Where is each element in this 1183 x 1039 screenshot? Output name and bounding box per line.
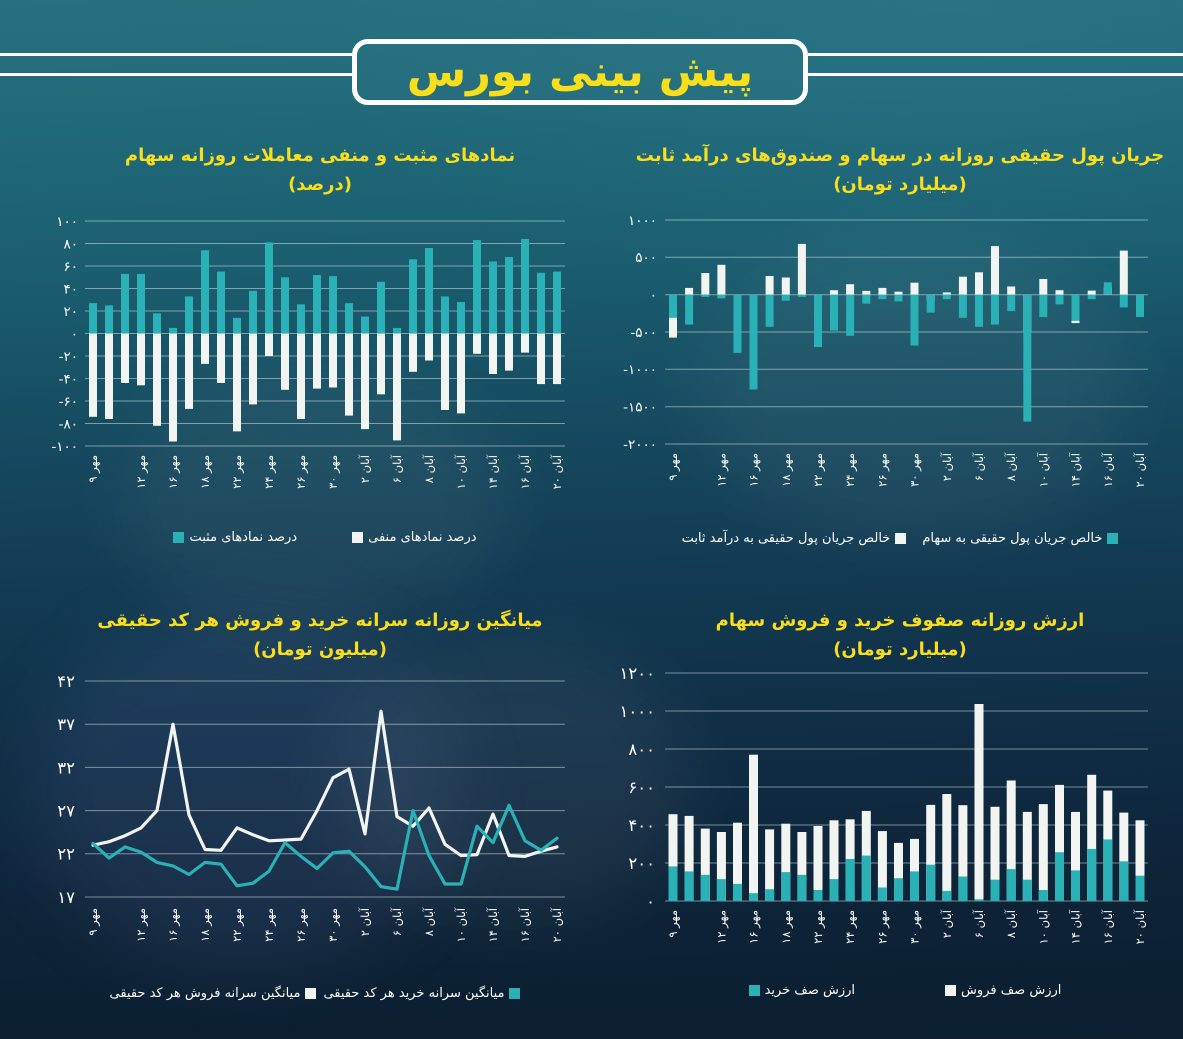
x-axis-labels xyxy=(666,909,1147,944)
x-tick-label: ۱۰ آبان xyxy=(454,455,468,490)
y-tick-label: ۶۰۰ xyxy=(628,777,655,797)
x-tick-label: ۱۴ آبان xyxy=(1068,910,1083,945)
x-tick-label: ۶ آبان xyxy=(972,453,986,482)
x-tick-label: ۱۶ مهر xyxy=(746,453,761,487)
x-tick-label: ۸ آبان xyxy=(422,908,436,937)
x-tick-label: ۲۲ مهر xyxy=(811,453,825,487)
x-tick-label: ۱۶ مهر xyxy=(166,908,180,942)
x-tick-label: ۶ آبان xyxy=(390,455,404,484)
x-tick-label: ۲۰ آبان xyxy=(550,455,564,490)
legend-item xyxy=(173,530,297,545)
legend-label: درصد نمادهای مثبت xyxy=(189,530,298,545)
chart-title-line1: ارزش روزانه صفوف خرید و فروش سهام xyxy=(715,610,1085,631)
x-tick-label: ۲۴ مهر xyxy=(843,453,858,487)
chart-title-line1: میانگین روزانه سرانه خرید و فروش هر کد حقیقی xyxy=(97,610,543,631)
gridlines-and-yticks xyxy=(57,672,565,907)
y-tick-label: ۳۷ xyxy=(57,715,75,735)
x-tick-label: ۲۲ مهر xyxy=(230,908,244,942)
legend-label: خالص جریان پول حقیقی به درآمد ثابت xyxy=(681,531,891,546)
chart-money-flow-plot xyxy=(623,213,1148,487)
x-tick-label: ۲۰ آبان xyxy=(1133,453,1147,488)
negative-symbols-swatch xyxy=(352,532,363,543)
x-axis-labels xyxy=(86,907,564,942)
legend-label: میانگین سرانه خرید هر کد حقیقی xyxy=(323,986,505,1001)
line-series-teal xyxy=(93,805,557,889)
y-tick-label: ۶۰ xyxy=(63,258,78,275)
x-tick-label: ۱۸ مهر xyxy=(778,453,793,487)
x-tick-label: ۹ مهر xyxy=(86,908,100,936)
x-tick-label: ۱۶ مهر xyxy=(166,455,180,489)
y-tick-label: ۱۰۰۰ xyxy=(619,701,655,721)
chart-title-line2: (میلیارد تومان) xyxy=(833,174,967,195)
x-tick-label: ۱۴ آبان xyxy=(1068,453,1083,488)
y-tick-label: ۲۰ xyxy=(63,303,78,320)
x-tick-label: ۳۰ مهر xyxy=(907,453,922,487)
y-tick-label: ۸۰۰ xyxy=(628,739,655,759)
per-capita-sell-swatch xyxy=(305,988,316,999)
x-tick-label: ۱۰ آبان xyxy=(1036,910,1051,945)
x-tick-label: ۹ مهر xyxy=(86,455,100,483)
x-tick-label: ۲۲ مهر xyxy=(811,910,825,944)
legend-label: ارزش صف خرید xyxy=(764,983,856,998)
y-tick-label: ۴۰۰ xyxy=(628,815,655,835)
x-tick-label: ۱۰ آبان xyxy=(454,908,468,943)
x-tick-label: ۲ آبان xyxy=(939,910,954,939)
y-tick-label: ۲۰۰ xyxy=(628,853,655,873)
y-tick-label: -۲۰ xyxy=(58,348,78,365)
x-tick-label: ۱۰ آبان xyxy=(1036,453,1051,488)
x-tick-label: ۱۲ مهر xyxy=(714,453,729,487)
x-tick-label: ۹ مهر xyxy=(666,910,680,938)
legend-per-capita xyxy=(60,986,570,1001)
y-tick-label: ۲۷ xyxy=(57,801,75,821)
y-tick-label: ۴۰ xyxy=(63,281,78,298)
chart-title-line1: نمادهای مثبت و منفی معاملات روزانه سهام xyxy=(124,145,516,166)
x-tick-label: ۸ آبان xyxy=(1004,453,1019,482)
x-tick-label: ۶ آبان xyxy=(972,910,986,939)
legend-label: خالص جریان پول حقیقی به سهام xyxy=(922,531,1103,546)
y-tick-label: -۱۰۰ xyxy=(51,438,78,455)
x-tick-label: ۸ آبان xyxy=(1004,910,1019,939)
chart-title-line2: (درصد) xyxy=(288,174,352,195)
y-tick-label: ۲۲ xyxy=(57,844,75,864)
y-tick-label: ۱۷ xyxy=(57,887,75,907)
legend-item xyxy=(749,983,855,998)
y-tick-label: ۳۲ xyxy=(57,758,75,778)
sell-queue-swatch xyxy=(945,985,956,996)
chart-title-line2: (میلیارد تومان) xyxy=(833,639,967,660)
legend-label: ارزش صف فروش xyxy=(961,983,1062,998)
y-tick-label: ۰ xyxy=(646,891,655,911)
y-tick-label: ۱۰۰ xyxy=(56,213,78,230)
legend-item xyxy=(682,531,907,546)
legend-queues xyxy=(665,983,1145,998)
x-tick-label: ۲۶ مهر xyxy=(294,455,308,489)
x-tick-label: ۳۰ مهر xyxy=(326,908,340,942)
y-tick-label: ۱۰۰۰ xyxy=(627,212,657,229)
legend-symbols xyxy=(85,530,565,545)
x-tick-label: ۱۴ آبان xyxy=(486,455,500,490)
x-tick-label: ۲۰ آبان xyxy=(1133,910,1147,945)
x-tick-label: ۱۸ مهر xyxy=(778,910,793,944)
x-tick-label: ۳۰ مهر xyxy=(326,455,340,489)
chart-queues-plot xyxy=(620,664,1148,944)
y-tick-label: ۰ xyxy=(649,287,657,304)
legend-item xyxy=(323,986,520,1001)
per-capita-buy-swatch xyxy=(509,988,520,999)
x-tick-label: ۲۶ مهر xyxy=(875,453,890,487)
x-tick-label: ۲۶ مهر xyxy=(875,910,890,944)
legend-item xyxy=(922,531,1118,546)
legend-item xyxy=(945,983,1061,998)
x-tick-label: ۱۲ مهر xyxy=(714,910,729,944)
x-tick-label: ۲۰ آبان xyxy=(550,908,564,943)
gridlines-and-yticks xyxy=(623,213,1148,453)
y-tick-label: ۵۰۰ xyxy=(635,250,657,267)
x-axis-labels xyxy=(666,452,1147,487)
x-tick-label: ۱۶ مهر xyxy=(746,910,761,944)
chart-title-line1: جریان پول حقیقی روزانه در سهام و صندوق‌های درآمد ثابت xyxy=(635,145,1165,166)
y-tick-label: ۱۲۰۰ xyxy=(619,663,655,683)
x-tick-label: ۱۲ مهر xyxy=(134,908,148,942)
x-tick-label: ۸ آبان xyxy=(422,455,436,484)
y-tick-label: -۴۰ xyxy=(58,371,78,388)
stocks-flow-swatch xyxy=(1107,533,1118,544)
x-tick-label: ۳۰ مهر xyxy=(907,910,922,944)
legend-label: درصد نمادهای منفی xyxy=(368,530,477,545)
chart-title-line2: (میلیون تومان) xyxy=(253,639,387,660)
x-tick-label: ۲۲ مهر xyxy=(230,455,244,489)
page-title: پیش بینی بورس xyxy=(406,47,754,97)
x-tick-label: ۱۲ مهر xyxy=(134,455,148,489)
fixed-income-flow-swatch xyxy=(895,533,906,544)
bar-series-white xyxy=(89,334,561,442)
x-tick-label: ۱۴ آبان xyxy=(486,908,500,943)
y-tick-label: -۸۰ xyxy=(58,416,78,433)
x-tick-label: ۲ آبان xyxy=(358,908,372,937)
x-tick-label: ۱۶ آبان xyxy=(1100,910,1115,945)
y-tick-label: ۰ xyxy=(70,326,78,343)
x-tick-label: ۱۶ آبان xyxy=(518,908,532,943)
x-tick-label: ۱۶ آبان xyxy=(1100,453,1115,488)
y-tick-label: -۵۰۰ xyxy=(630,324,657,341)
x-axis-labels xyxy=(86,454,564,489)
x-tick-label: ۹ مهر xyxy=(666,453,680,481)
y-tick-label: -۶۰ xyxy=(58,393,78,410)
legend-label: میانگین سرانه فروش هر کد حقیقی xyxy=(109,986,301,1001)
x-tick-label: ۶ آبان xyxy=(390,908,404,937)
legend-item xyxy=(110,986,317,1001)
y-tick-label: -۱۰۰۰ xyxy=(623,362,657,379)
x-tick-label: ۱۶ آبان xyxy=(518,455,532,490)
y-tick-label: ۴۲ xyxy=(57,671,75,691)
y-tick-label: ۸۰ xyxy=(63,236,78,253)
bar-series-teal xyxy=(89,239,561,334)
x-tick-label: ۲۴ مهر xyxy=(262,455,276,489)
positive-symbols-swatch xyxy=(173,532,184,543)
x-tick-label: ۲۴ مهر xyxy=(843,910,858,944)
y-tick-label: -۲۰۰۰ xyxy=(623,436,657,453)
x-tick-label: ۲۴ مهر xyxy=(262,908,276,942)
legend-item xyxy=(352,530,476,545)
bar-series-teal xyxy=(669,282,1144,421)
buy-queue-swatch xyxy=(749,985,760,996)
x-tick-label: ۲۶ مهر xyxy=(294,908,308,942)
chart-per-capita-plot xyxy=(57,672,565,942)
chart-symbols-plot xyxy=(51,214,565,489)
legend-money-flow xyxy=(645,531,1155,546)
x-tick-label: ۱۸ مهر xyxy=(198,455,212,489)
x-tick-label: ۲ آبان xyxy=(939,453,954,482)
x-tick-label: ۱۸ مهر xyxy=(198,908,212,942)
x-tick-label: ۲ آبان xyxy=(358,455,372,484)
y-tick-label: -۱۵۰۰ xyxy=(623,399,657,416)
